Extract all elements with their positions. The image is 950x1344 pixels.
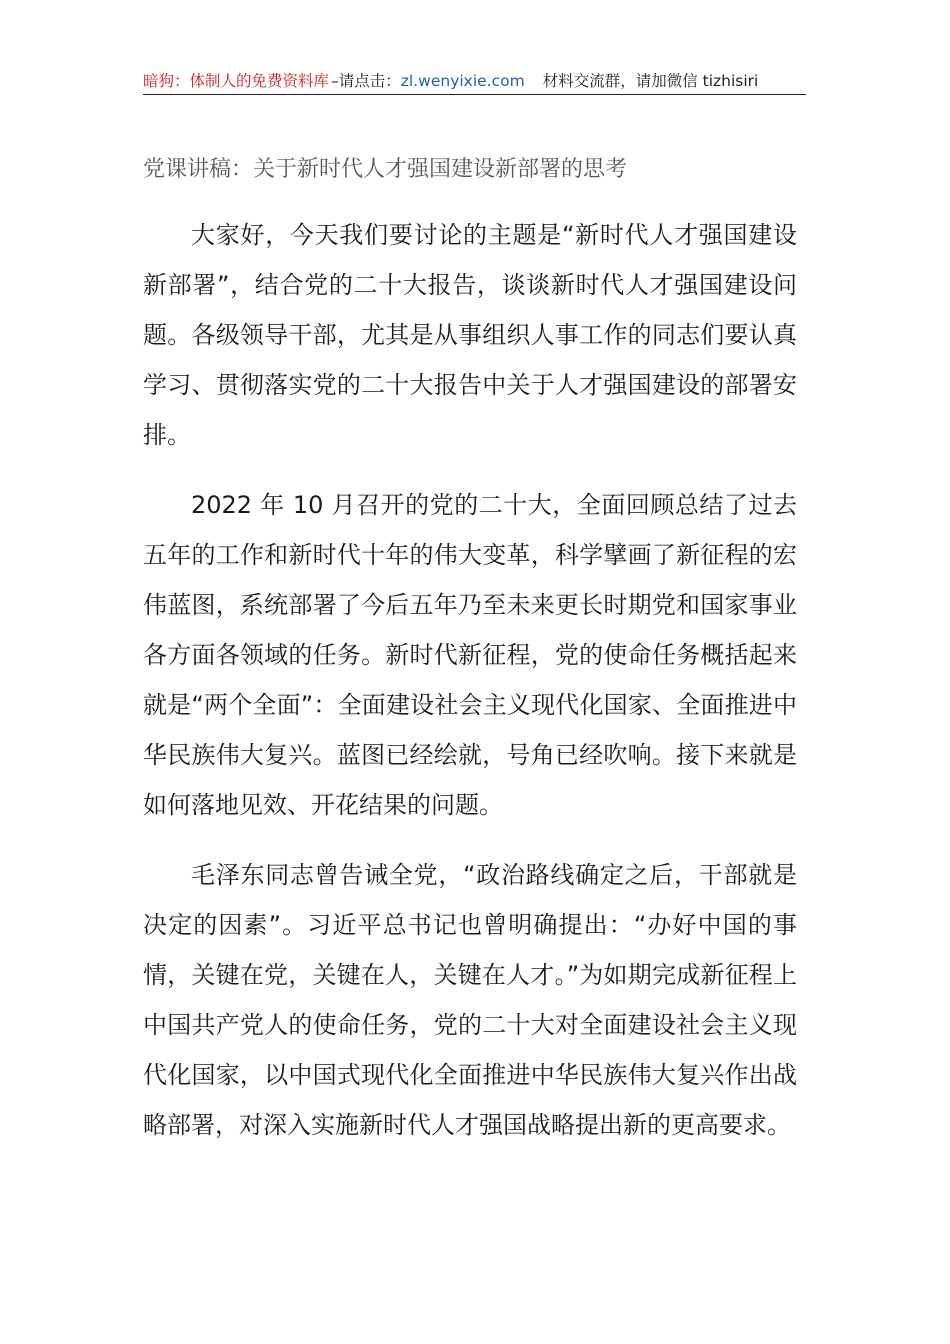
header-brand: 暗狗：体制人的免费资料库 xyxy=(143,72,330,90)
document-body xyxy=(143,210,797,1170)
header-separator: –请点击： xyxy=(331,72,401,90)
paragraph-1: 大家好，今天我们要讨论的主题是“新时代人才强国建设新部署”，结合党的二十大报告，谈谈新时代人才强国建设问题。各级领导干部，尤其是从事组织人事工作的同志们要认真学习、贯彻落实党的二十大报告中关于人才强国建设的部署安排。 xyxy=(143,221,797,449)
paragraph-3: 毛泽东同志曾告诫全党，“政治路线确定之后，干部就是决定的因素”。习近平总书记也曾明确提出：“办好中国的事情，关键在党，关键在人，关键在人才。”为如期完成新征程上中国共产党人的使命任务，党的二十大对全面建设社会主义现代化国家，以中国式现代化全面推进中华民族伟大复兴作出战略部署，对深入实施新时代人才强国战略提出新的更高要求。 xyxy=(143,861,797,1139)
paragraph-2: 2022 年 10 月召开的党的二十大，全面回顾总结了过去五年的工作和新时代十年的伟大变革，科学擘画了新征程的宏伟蓝图，系统部署了今后五年乃至未来更长时期党和国家事业各方面各领域的任务。新时代新征程，党的使命任务概括起来就是“两个全面”：全面建设社会主义现代化国家、全面推进中华民族伟大复兴。蓝图已经绘就，号角已经吹响。接下来就是如何落地见效、开花结果的问题。 xyxy=(143,491,797,819)
document-title: 党课讲稿：关于新时代人才强国建设新部署的思考 xyxy=(143,157,628,182)
page-header xyxy=(143,68,806,95)
header-link[interactable]: zl.wenyixie.com xyxy=(400,72,525,90)
header-contact: 材料交流群，请加微信 tizhisiri xyxy=(542,72,759,90)
